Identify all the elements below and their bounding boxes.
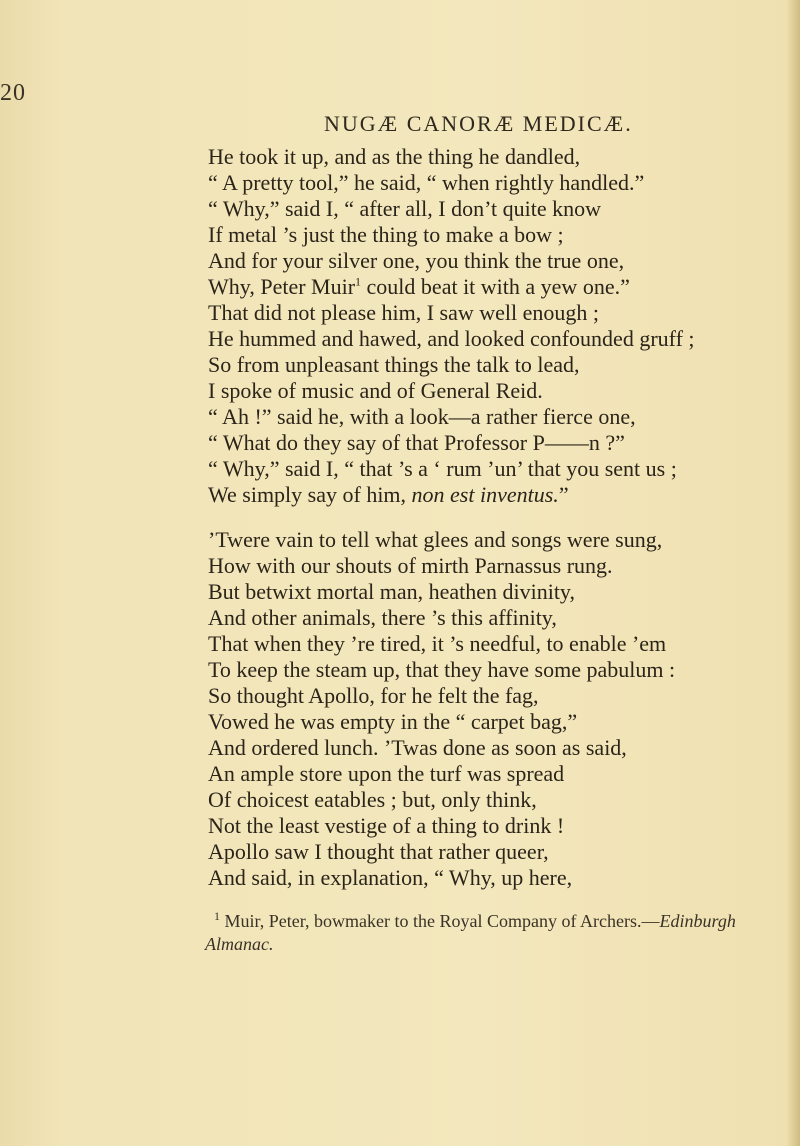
latin-phrase: non est inventus. [411, 482, 559, 507]
verse-text: could beat it with a yew one.” [361, 274, 630, 299]
verse-line: An ample store upon the turf was spread [208, 761, 565, 786]
footnote-text: Muir, Peter, bowmaker to the Royal Company of Archers.— [220, 911, 660, 931]
verse-line: That when they ’re tired, it ’s needful, to enable ’em [208, 631, 667, 656]
verse-line: He hummed and hawed, and looked confounded gruff ; [208, 326, 695, 351]
verse-text: We simply say of him, [208, 482, 412, 507]
verse-text: Why, Peter Muir [208, 274, 356, 299]
verse-line: “ Why,” said I, “ after all, I don’t quite know [208, 196, 602, 221]
footnote-line-1 [214, 911, 736, 932]
verse-line: “ Why,” said I, “ that ’s a ‘ rum ’un’ that you sent us ; [208, 456, 677, 481]
verse-line: I spoke of music and of General Reid. [208, 378, 543, 403]
verse-line: And ordered lunch. ’Twas done as soon as said, [208, 735, 627, 760]
verse-line: “ What do they say of that Professor P——n ?” [208, 430, 625, 455]
verse-line: That did not please him, I saw well enough ; [208, 300, 600, 325]
verse-line: And said, in explanation, “ Why, up here, [208, 865, 573, 890]
verse-line: “ Ah !” said he, with a look—a rather fierce one, [208, 404, 636, 429]
verse-line: And other animals, there ’s this affinity, [208, 605, 557, 630]
verse-line: “ A pretty tool,” he said, “ when rightly handled.” [208, 170, 645, 195]
verse-line: How with our shouts of mirth Parnassus rung. [208, 553, 613, 578]
footnote-source: Edinburgh [659, 911, 736, 931]
verse-line: Vowed he was empty in the “ carpet bag,” [208, 709, 578, 734]
verse-line: ’Twere vain to tell what glees and songs were sung, [208, 527, 663, 552]
verse-line: Not the least vestige of a thing to drink ! [208, 813, 565, 838]
verse-line: But betwixt mortal man, heathen divinity, [208, 579, 576, 604]
page-number: 20 [0, 80, 26, 106]
verse-line: Of choicest eatables ; but, only think, [208, 787, 537, 812]
running-head: NUGÆ CANORÆ MEDICÆ. [324, 111, 633, 136]
verse-line: He took it up, and as the thing he dandled, [208, 144, 581, 169]
footnote-reference: 1 [355, 274, 362, 289]
verse-text: ” [558, 482, 569, 507]
verse-line: Apollo saw I thought that rather queer, [208, 839, 549, 864]
footnote-source: Almanac. [205, 934, 274, 954]
footnote-line-2 [205, 934, 273, 955]
verse-line [208, 274, 630, 300]
page-edge-shadow [786, 0, 800, 1146]
verse-line: So from unpleasant things the talk to lead, [208, 352, 580, 377]
verse-line [208, 482, 569, 508]
verse-line: And for your silver one, you think the true one, [208, 248, 625, 273]
footnote-mark: 1 [214, 909, 220, 923]
verse-line: So thought Apollo, for he felt the fag, [208, 683, 539, 708]
verse-line: To keep the steam up, that they have some pabulum : [208, 657, 676, 682]
verse-line: If metal ’s just the thing to make a bow ; [208, 222, 564, 247]
